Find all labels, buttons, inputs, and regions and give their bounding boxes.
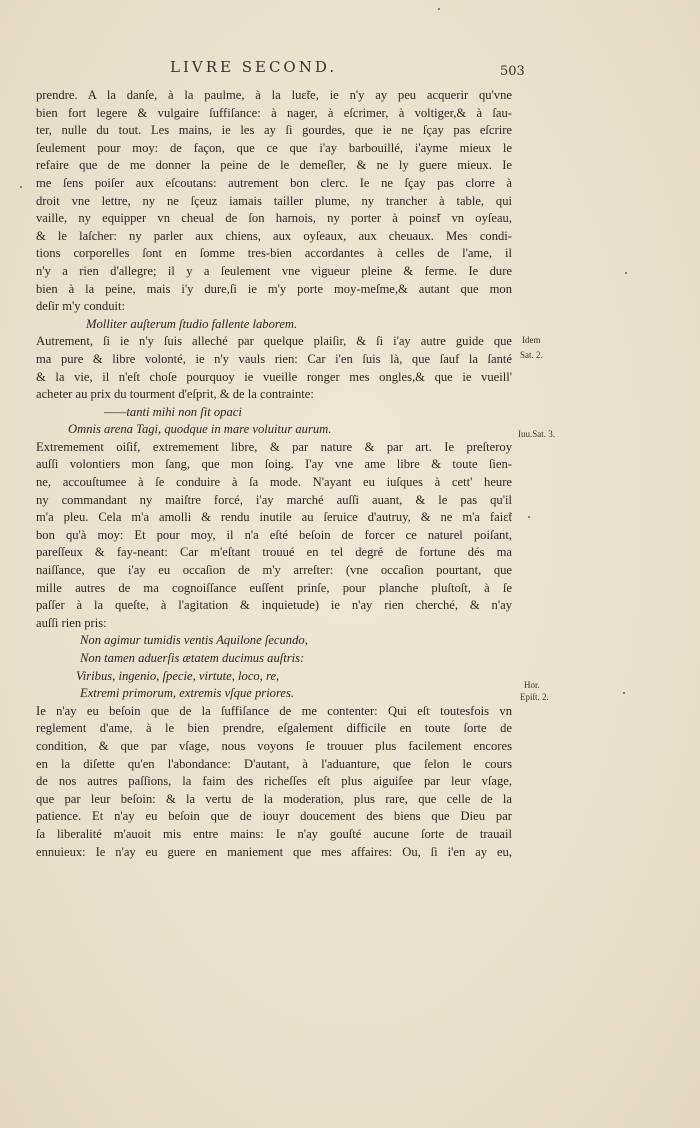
text-line: de nos autres paſſions, la faim des richeſſes eſt plus aiguiſee par leur vſage, bbox=[36, 774, 512, 789]
text-line: prendre. A la danſe, à la paulme, à la luɛ̃te, ie n'y ay peu acquerir qu'vne bbox=[36, 88, 512, 102]
text-line: naiſſance, que i'ay eu occaſion de m'y arreſter: (vne occaſion pourtant, que bbox=[36, 563, 512, 578]
text-line: acheter au prix du tourment d'eſprit, & de la contrainte: bbox=[36, 387, 314, 402]
latin-quote: Non agimur tumidis ventis Aquilone ſecundo, bbox=[80, 633, 308, 648]
paper-speck bbox=[528, 516, 530, 518]
latin-quote: Extremi primorum, extremis vſque priores. bbox=[80, 686, 295, 701]
text-line: & la vie, il n'eſt choſe pourquoy ie vueille ronger mes ongles,& que ie vueill' bbox=[36, 369, 512, 384]
margin-note-idem: Idem bbox=[522, 335, 541, 345]
text-line: paſſer à la queſte, à l'agitation & inquietude) ie n'ay rien cherché, & n'ay bbox=[36, 598, 512, 613]
text-line: bien à la peine, mais i'y dure,ſi ie m'y porte moy-meſme,& autant que mon bbox=[36, 281, 512, 296]
text-line: que par leur beſoin: & la vertu de la moderation, plus rare, que celle de la bbox=[36, 791, 512, 806]
text-line: reglement d'ame, à le bien prendre, eſgalement difficile en toute ſorte de bbox=[36, 721, 512, 736]
text-line: ter, nulle du tout. Les mains, ie les ay ſi gourdes, que ie ne ſçay pas eſcrire bbox=[36, 123, 512, 138]
text-line: me ſens poiſer aux eſcoutans: autrement bon clerc. Ie ne ſçay pas clorre à bbox=[36, 175, 512, 190]
text-line: ne, accouſtumee à ſe conduire à ſa mode. N'ayant eu iuſques à cett' heure bbox=[36, 475, 512, 490]
text-line: m'a pleu. Cela m'a amolli & rendu inutile au ſeruice d'autruy, & ne m'a faiɛ̃t bbox=[36, 510, 512, 525]
text-line: ſeulement pour moy: de façon, que ce que i'ay barbouillé, i'ayme mieux le bbox=[36, 140, 512, 155]
latin-quote: Molliter auſterum ſtudio fallente laborem. bbox=[86, 316, 298, 331]
text-line: & le laſcher: ny parler aux chiens, aux oyſeaux, aux cheuaux. Mes condi- bbox=[36, 228, 512, 243]
text-line: ſa liberalité m'auoit mis entre mains: Ie n'ay gouſté aucune ſorte de trauail bbox=[36, 826, 512, 841]
text-line: patience. Et n'ay eu beſoin que de iouyr doucement des biens que Dieu par bbox=[36, 809, 512, 824]
text-line: ma pure & libre volonté, ie n'y vauls rien: Car i'en ſuis là, que ſauf la ſanté bbox=[36, 351, 512, 366]
margin-note-hor: Hor. bbox=[524, 680, 540, 690]
text-line: Extremement oiſif, extremement libre, & par nature & par art. Ie preſteroy bbox=[36, 439, 512, 454]
margin-note-sat: Sat. 2. bbox=[520, 350, 543, 360]
text-line: en la diſette qu'en l'abondance: D'autant, à l'aduanture, que ſelon le cours bbox=[36, 756, 512, 771]
text-line: mille autres de ma cognoiſſance euſſent prinſe, pour planche pluſtoſt, à ſe bbox=[36, 580, 512, 595]
text-line: auſſi volontiers mon ſang, que mon ſoing. I'ay vne ame libre & toute ſien- bbox=[36, 457, 512, 472]
running-head: LIVRE SECOND. bbox=[170, 58, 338, 76]
text-line: bon qu'à moy: Et pour moy, il n'a eſté beſoin de forcer ce naturel poiſant, bbox=[36, 527, 512, 542]
text-line: Ie n'ay eu beſoin que de la ſuffiſance de me contenter: Qui eſt toutesfois vn bbox=[36, 703, 512, 718]
text-line: bien fort legere & vulgaire ſuffiſance: à nager, à eſcrimer, à voltiger,& à ſau- bbox=[36, 105, 512, 120]
text-line: auſſi rien pris: bbox=[36, 615, 107, 630]
page-header bbox=[0, 58, 700, 82]
text-line: ny commandant ny maiſtre forcé, i'ay marché auſſi auant, & le pas qu'il bbox=[36, 492, 512, 507]
text-line: refaire que de me donner la peine de le demeſler, & ne ly guere mieux. Ie bbox=[36, 158, 512, 173]
paper-speck bbox=[20, 186, 22, 188]
latin-quote: ——tanti mihi non ſit opaci bbox=[104, 404, 242, 419]
text-line: ennuieux: Ie n'ay eu guere en maniement que mes affaires: Ou, ſi i'en ay eu, bbox=[36, 844, 512, 859]
latin-quote: Non tamen aduerſis ætatem ducimus auſtris: bbox=[80, 651, 305, 665]
paper-speck bbox=[625, 272, 627, 274]
paper-speck bbox=[438, 8, 440, 10]
latin-quote: Viribus, ingenio, ſpecie, virtute, loco, re, bbox=[76, 668, 280, 683]
paper-speck bbox=[623, 692, 625, 694]
margin-note-epist: Epiſt. 2. bbox=[520, 692, 549, 702]
text-line: deſir m'y conduit: bbox=[36, 299, 126, 314]
text-line: pareſſeux & fay-neant: Car m'eſtant trouué en tel degré de fortune dés ma bbox=[36, 545, 512, 560]
page-number: 503 bbox=[500, 64, 525, 79]
latin-quote: Omnis arena Tagi, quodque in mare voluitur aurum. bbox=[68, 422, 332, 437]
text-line: tions corporelles ſont en ſomme tres-bien accordantes à celles de l'ame, il bbox=[36, 246, 512, 261]
text-line: n'y a rien d'allegre; il y a ſeulement vne vigueur pleine & ferme. Ie dure bbox=[36, 263, 512, 278]
text-line: vaille, ny equipper vn cheual de ſon harnois, ny porter à poinɛ̃t vn oyſeau, bbox=[36, 211, 512, 226]
text-line: droit vne lettre, ny ne ſçeuz iamais tailler plume, ny trancher à table, qui bbox=[36, 193, 512, 208]
text-line: condition, & que par vſage, nous voyons ſe trouuer plus facilement encores bbox=[36, 738, 512, 753]
main-text bbox=[36, 87, 512, 861]
margin-note-iuu: Iuu.Sat. 3. bbox=[518, 429, 555, 439]
text-line: Autrement, ſi ie n'y ſuis alleché par quelque plaiſir, & ſi i'ay autre guide que bbox=[36, 334, 512, 349]
